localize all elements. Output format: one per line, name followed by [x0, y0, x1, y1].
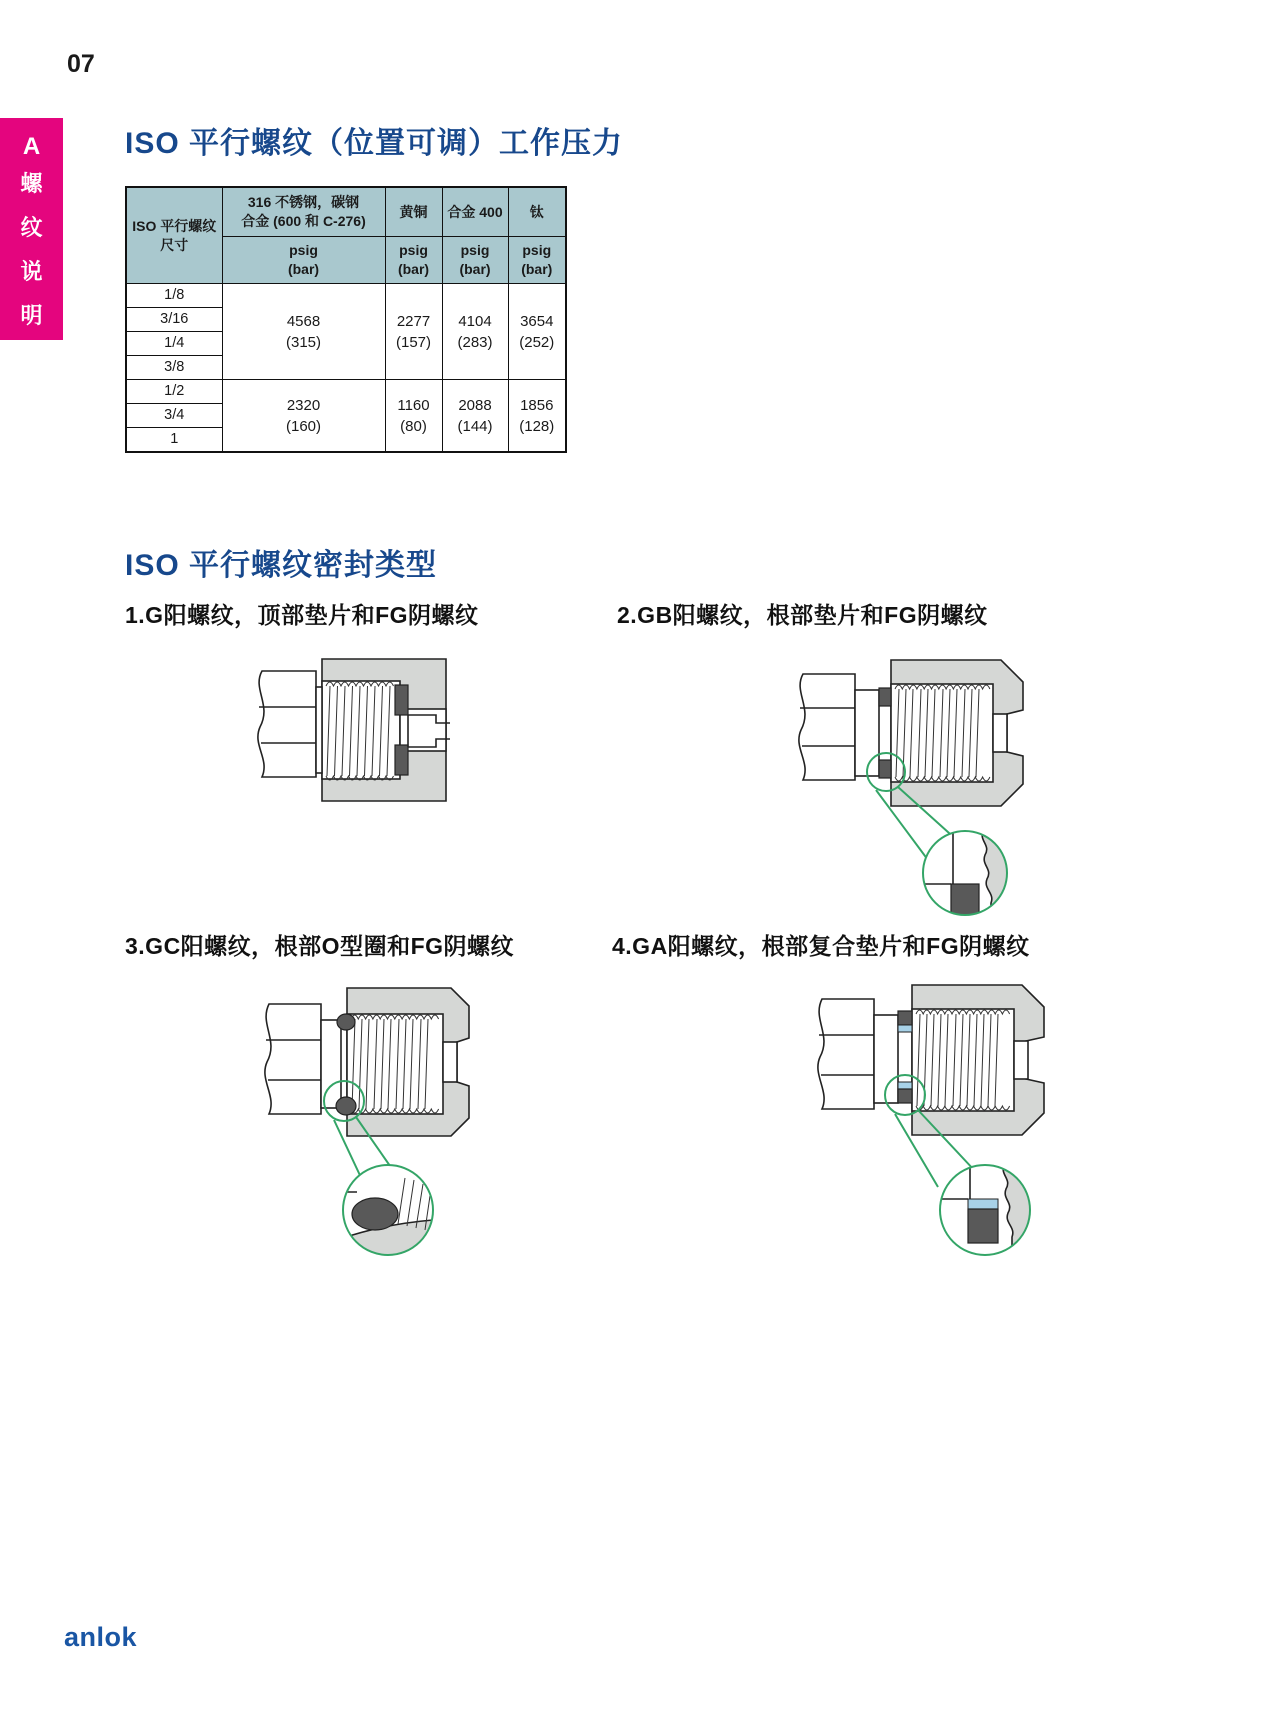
- female-port-body: [912, 985, 1044, 1135]
- pressure-cell: 3654 (252): [508, 284, 566, 380]
- sidebar-tab-label-char: 纹: [20, 215, 43, 240]
- size-cell: 1/4: [126, 332, 222, 356]
- unit-header: psig (bar): [385, 237, 442, 284]
- magnified-view: [923, 831, 1007, 915]
- pressure-cell: 4568 (315): [222, 284, 385, 380]
- hex-nut: [258, 671, 322, 777]
- female-port-body: [891, 660, 1023, 806]
- hex-nut: [265, 1004, 341, 1114]
- pressure-cell: 1856 (128): [508, 380, 566, 453]
- diagram-1-label: 1.G阳螺纹，顶部垫片和FG阴螺纹: [125, 602, 479, 628]
- diagram-2-label: 2.GB阳螺纹，根部垫片和FG阴螺纹: [617, 602, 988, 628]
- magnified-view: [343, 1165, 433, 1255]
- size-column-header: [126, 187, 222, 284]
- diagram-3-label: 3.GC阳螺纹，根部O型圈和FG阴螺纹: [125, 933, 515, 959]
- pressure-cell: 2320 (160): [222, 380, 385, 453]
- pressure-cell: 1160 (80): [385, 380, 442, 453]
- pressure-cell: 2277 (157): [385, 284, 442, 380]
- hex-nut: [799, 674, 879, 780]
- size-cell: 1/2: [126, 380, 222, 404]
- table-row: [126, 284, 566, 308]
- fitting-diagram-ga-composite-gasket: [770, 975, 1080, 1265]
- brand-logo: anlok: [64, 1622, 138, 1652]
- size-cell: 3/16: [126, 308, 222, 332]
- diagram-4-label: 4.GA阳螺纹，根部复合垫片和FG阴螺纹: [612, 933, 1030, 959]
- size-cell: 1/8: [126, 284, 222, 308]
- table-row: [126, 380, 566, 404]
- sidebar-tab-label-char: 螺: [20, 171, 43, 196]
- working-pressure-table: [125, 186, 567, 453]
- material-header-alloy400: 合金 400: [442, 187, 508, 237]
- size-header-line1: ISO 平行螺纹: [132, 217, 217, 234]
- material-header-316ss: 316 不锈钢，碳钢 合金 (600 和 C-276): [222, 187, 385, 237]
- pressure-section-title: ISO 平行螺纹（位置可调）工作压力: [125, 127, 624, 160]
- material-header-titanium: 钛: [508, 187, 566, 237]
- size-cell: 3/4: [126, 404, 222, 428]
- magnified-view: [940, 1165, 1030, 1255]
- fitting-diagram-g-top-gasket: [200, 645, 455, 815]
- unit-header: psig (bar): [442, 237, 508, 284]
- unit-header: psig (bar): [222, 237, 385, 284]
- root-composite-gasket: [898, 1011, 912, 1103]
- root-gasket: [879, 688, 891, 778]
- fitting-diagram-gc-root-oring: [225, 980, 475, 1260]
- page-number: 07: [67, 50, 95, 78]
- pressure-cell: 4104 (283): [442, 284, 508, 380]
- material-header-brass: 黄铜: [385, 187, 442, 237]
- fitting-diagram-gb-root-gasket: [755, 648, 1035, 918]
- unit-header: psig (bar): [508, 237, 566, 284]
- size-cell: 3/8: [126, 356, 222, 380]
- sidebar-tab-label-char: 明: [20, 303, 43, 328]
- sidebar-tab-letter: A: [22, 133, 41, 160]
- size-cell: 1: [126, 428, 222, 453]
- seal-section-title: ISO 平行螺纹密封类型: [125, 549, 438, 582]
- sidebar-tab-label-char: 说: [20, 259, 43, 284]
- sidebar-section-tab: [0, 118, 63, 340]
- female-port-body: [347, 988, 469, 1136]
- size-header-line2: 尺寸: [160, 236, 189, 253]
- pressure-cell: 2088 (144): [442, 380, 508, 453]
